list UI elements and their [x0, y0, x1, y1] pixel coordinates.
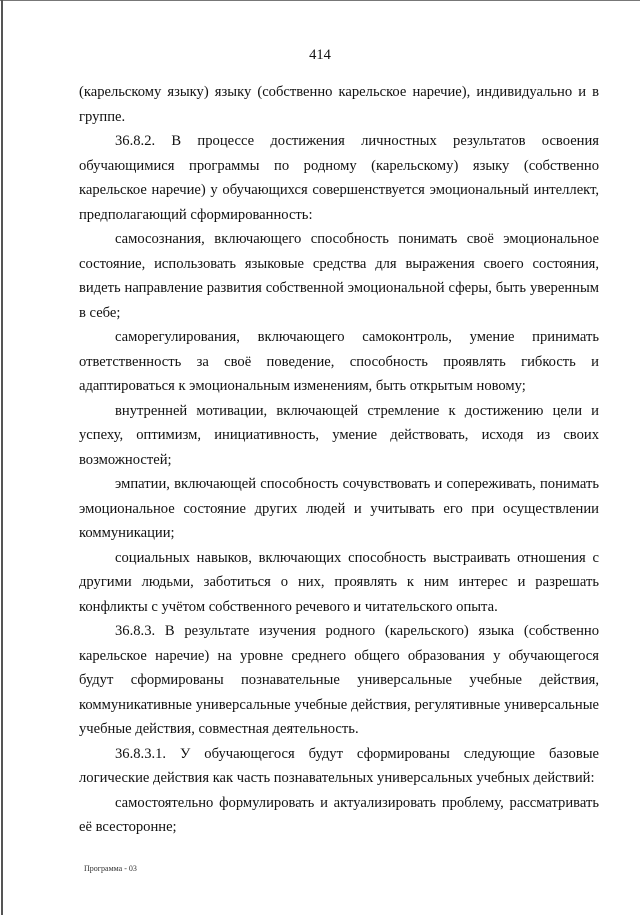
page-number: 414: [309, 47, 331, 63]
paragraph-36-8-2: 36.8.2. В процессе достижения личностных результатов освоения обучающимися программы по родному (карельскому) языку (собственно карельское наречие) у обучающихся совершенствуется эмоциональный интеллект, предполагающий сформированность:: [79, 133, 599, 223]
paragraph-social-skills: социальных навыков, включающих способность выстраивать отношения с другими людьми, заботиться о них, проявлять к ним интерес и разрешать конфликты с учётом собственного речевого и читательского опыта.: [79, 549, 599, 615]
footer-label: Программа - 03: [84, 864, 137, 873]
paragraph-self-awareness: самосознания, включающего способность понимать своё эмоциональное состояние, использовать языковые средства для выражения своего состояния, видеть направление развития собственной эмоциональной сферы, быть уверенным в себе;: [79, 231, 599, 321]
paragraph-self-regulation: саморегулирования, включающего самоконтроль, умение принимать ответственность за своё поведение, способность проявлять гибкость и адаптироваться к эмоциональным изменениям, быть открытым новому;: [79, 329, 599, 394]
paragraph-36-8-3: 36.8.3. В результате изучения родного (карельского) языка (собственно карельское наречие) на уровне среднего общего образования у обучающегося будут сформированы познавательные универсальные учебные действия, коммуникативные универсальные учебные действия, регулятивные универсальные учебные действия, совместная деятельность.: [79, 623, 599, 737]
paragraph-continuation: (карельскому языку) языку (собственно карельское наречие), индивидуально и в группе.: [79, 84, 599, 125]
paragraph-inner-motivation: внутренней мотивации, включающей стремление к достижению цели и успеху, оптимизм, инициативность, умение действовать, исходя из своих возможностей;: [79, 402, 599, 468]
paragraph-36-8-3-1: 36.8.3.1. У обучающегося будут сформированы следующие базовые логические действия как часть познавательных универсальных учебных действий:: [79, 745, 599, 786]
scan-edge-top: [0, 0, 640, 1]
scan-edge-left: [1, 0, 3, 915]
paragraph-empathy: эмпатии, включающей способность сочувствовать и сопереживать, понимать эмоциональное состояние других людей и учитывать его при осуществлении коммуникации;: [79, 476, 599, 541]
paragraph-formulate-problem: самостоятельно формулировать и актуализировать проблему, рассматривать её всесторонне;: [79, 794, 599, 835]
body-text: [79, 80, 599, 840]
